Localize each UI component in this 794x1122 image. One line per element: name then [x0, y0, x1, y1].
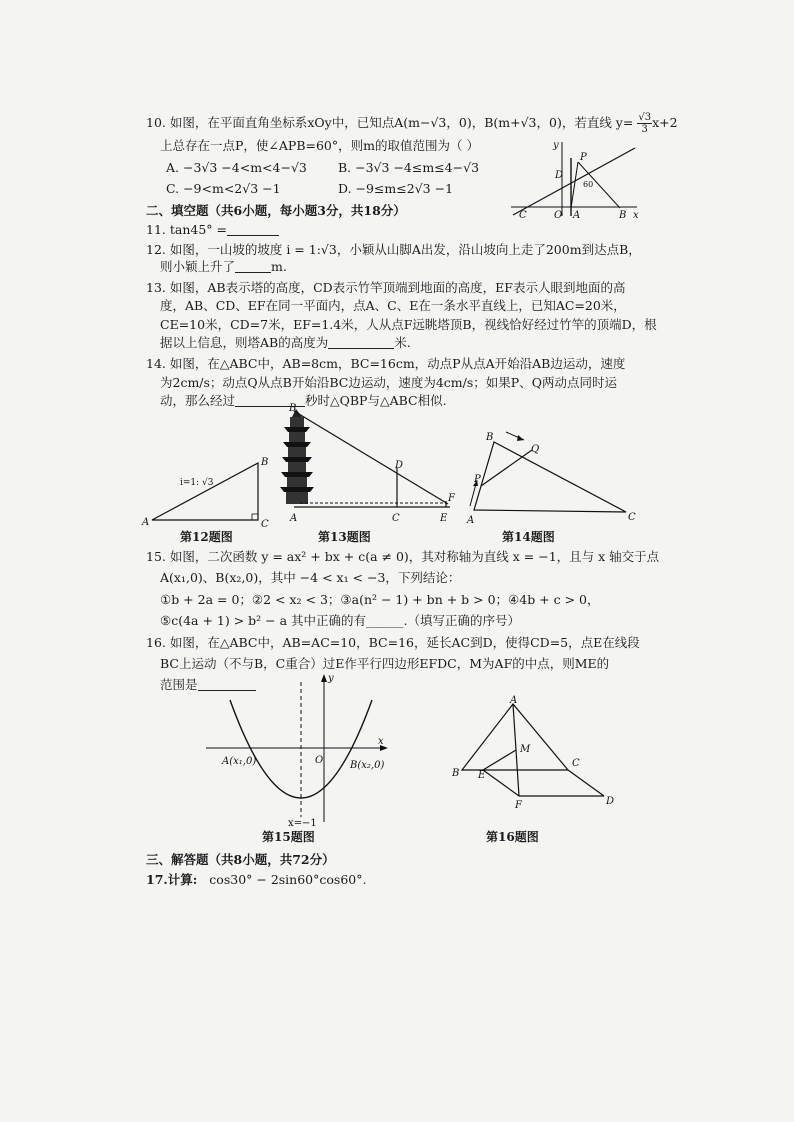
fig15-b: B(x₂,0)	[350, 760, 385, 771]
fig12-slope-diagram	[140, 455, 275, 535]
q14-line1: 14. 如图，在△ABC中，AB=8cm，BC=16cm，动点P从点A开始沿AB边运动，速度	[146, 356, 626, 371]
q16-line1: 16. 如图，在△ABC中，AB=AC=10，BC=16，延长AC到D，使得CD=5，点E在线段	[146, 635, 640, 650]
fig16-c: C	[572, 758, 580, 769]
fig16-a: A	[510, 695, 518, 706]
fig15-caption: 第15题图	[262, 830, 315, 844]
fig15-a: A(x₁,0)	[222, 756, 257, 767]
section-3-heading: 三、解答题（共8小题，共72分）	[146, 852, 335, 867]
fig15-parabola-diagram	[200, 672, 395, 832]
fig14-b: B	[486, 432, 494, 443]
fig14-a: A	[467, 515, 475, 526]
q12-line2-a: 则小颖上升了	[160, 259, 236, 274]
fig16-parallelogram-diagram	[448, 695, 623, 811]
fig14-q: Q	[531, 444, 540, 455]
q16-line3-text: 范围是	[160, 677, 198, 692]
fig13-f: F	[448, 493, 455, 504]
fig16-caption: 第16题图	[486, 830, 539, 844]
fig13-d: D	[395, 460, 404, 471]
q10-frac-num: √3	[638, 112, 652, 123]
q14-line2: 为2cm/s；动点Q从点B开始沿BC边运动，速度为4cm/s；如果P、Q两动点同时运	[160, 375, 617, 390]
q13-line1: 13. 如图，AB表示塔的高度，CD表示竹竿顶端到地面的高度，EF表示人眼到地面的高	[146, 280, 626, 295]
q12-line2-b: m.	[271, 259, 287, 274]
fig14-c: C	[628, 512, 636, 523]
fig12-slope: i=1: √3	[180, 478, 214, 488]
fig13-caption: 第13题图	[318, 530, 371, 544]
q13-line3: CE=10米，CD=7米，EF=1.4米，人从点F远眺塔顶B，视线恰好经过竹竿的顶端D，根	[160, 317, 657, 332]
q15-line1: 15. 如图，二次函数 y = ax² + bx + c(a ≠ 0)，其对称轴为直线 x = −1，且与 x 轴交于点	[146, 549, 660, 564]
fig12-a: A	[142, 517, 150, 528]
q10-fig-y: y	[553, 140, 559, 151]
q10-fig-c: C	[519, 210, 527, 221]
fig16-m: M	[520, 744, 531, 755]
q10-fraction	[637, 112, 652, 135]
fig15-o: O	[315, 755, 324, 766]
q14-line3-b: 秒时△QBP与△ABC相似.	[305, 393, 447, 408]
fig13-tower-diagram	[280, 405, 460, 525]
q12-line2	[160, 259, 287, 274]
q14-line3-a: 动，那么经过	[160, 393, 236, 408]
fig15-axis-label: x=−1	[288, 818, 317, 829]
q10-figure	[505, 140, 640, 220]
fig15-y: y	[328, 673, 334, 684]
q10-fig-angle: 60	[583, 180, 594, 189]
q12-answer-blank	[235, 260, 271, 273]
fig13-e: E	[440, 513, 448, 524]
q10-fig-a: A	[573, 210, 581, 221]
q17	[146, 872, 366, 887]
q17-label: 17.计算:	[146, 872, 198, 887]
fig14-triangle-diagram	[466, 428, 646, 528]
q13-line4	[160, 335, 411, 350]
q10-fig-b: B	[619, 210, 627, 221]
q17-expression: cos30° − 2sin60°cos60°.	[209, 872, 367, 887]
q11-text: 11. tan45° =	[146, 222, 227, 237]
q10-fig-o: O	[554, 210, 563, 221]
q15-line3: ①b + 2a = 0；②2 < x₂ < 3；③a(n² − 1) + bn + b > 0；④4b + c > 0，	[160, 592, 600, 607]
q15-line4: ⑤c(4a + 1) > b² − a 其中正确的有______.（填写正确的序号）	[160, 613, 520, 628]
fig15-x: x	[378, 736, 384, 747]
q15-line2: A(x₁,0)、B(x₂,0)，其中 −4 < x₁ < −3，下列结论：	[160, 570, 461, 585]
fig16-f: F	[515, 800, 522, 811]
q10-frac-den: 3	[641, 124, 648, 135]
q12-line1: 12. 如图，一山坡的坡度 i = 1:√3，小颖从山脚A出发，沿山坡向上走了200m到达点B，	[146, 242, 641, 257]
q10-fig-x: x	[633, 210, 639, 221]
q10-line1	[146, 112, 678, 135]
fig16-e: E	[478, 770, 486, 781]
fig12-b: B	[261, 457, 269, 468]
q10-option-d: D. −9≤m≤2√3 −1	[338, 181, 454, 196]
fig13-a: A	[290, 513, 298, 524]
q10-option-b: B. −3√3 −4≤m≤4−√3	[338, 160, 480, 175]
q10-option-c: C. −9<m<2√3 −1	[166, 181, 281, 196]
q10-fig-d: D	[555, 170, 564, 181]
q11	[146, 222, 279, 237]
fig14-p: P	[474, 474, 481, 485]
q13-line4-b: 米.	[394, 335, 411, 350]
fig12-c: C	[261, 519, 269, 530]
q10-line1-tail: x+2	[652, 115, 678, 130]
fig16-d: D	[606, 796, 615, 807]
q10-stem-text: 10. 如图，在平面直角坐标系xOy中，已知点A(m−√3，0)，B(m+√3，0)，若直线 y=	[146, 115, 634, 130]
q13-line4-a: 据以上信息，则塔AB的高度为	[160, 335, 329, 350]
fig13-c: C	[392, 513, 400, 524]
q10-line2: 上总存在一点P，使∠APB=60°，则m的取值范围为（ ）	[160, 138, 479, 153]
q16-line2: BC上运动（不与B，C重合）过E作平行四边形EFDC，M为AF的中点，则ME的	[160, 656, 610, 671]
q13-line2: 度，AB、CD、EF在同一平面内，点A、C、E在一条水平直线上，已知AC=20米，	[160, 298, 626, 313]
q10-fig-p: P	[580, 152, 587, 163]
fig13-b: B	[289, 403, 297, 414]
fig16-b: B	[452, 768, 460, 779]
pagoda-drawing	[280, 409, 314, 504]
fig14-caption: 第14题图	[502, 530, 555, 544]
q11-answer-blank	[227, 223, 279, 236]
q10-option-a: A. −3√3 −4<m<4−√3	[166, 160, 307, 175]
fig12-caption: 第12题图	[180, 530, 233, 544]
section-2-heading: 二、填空题（共6小题，每小题3分，共18分）	[146, 203, 406, 218]
q13-answer-blank	[328, 336, 394, 349]
